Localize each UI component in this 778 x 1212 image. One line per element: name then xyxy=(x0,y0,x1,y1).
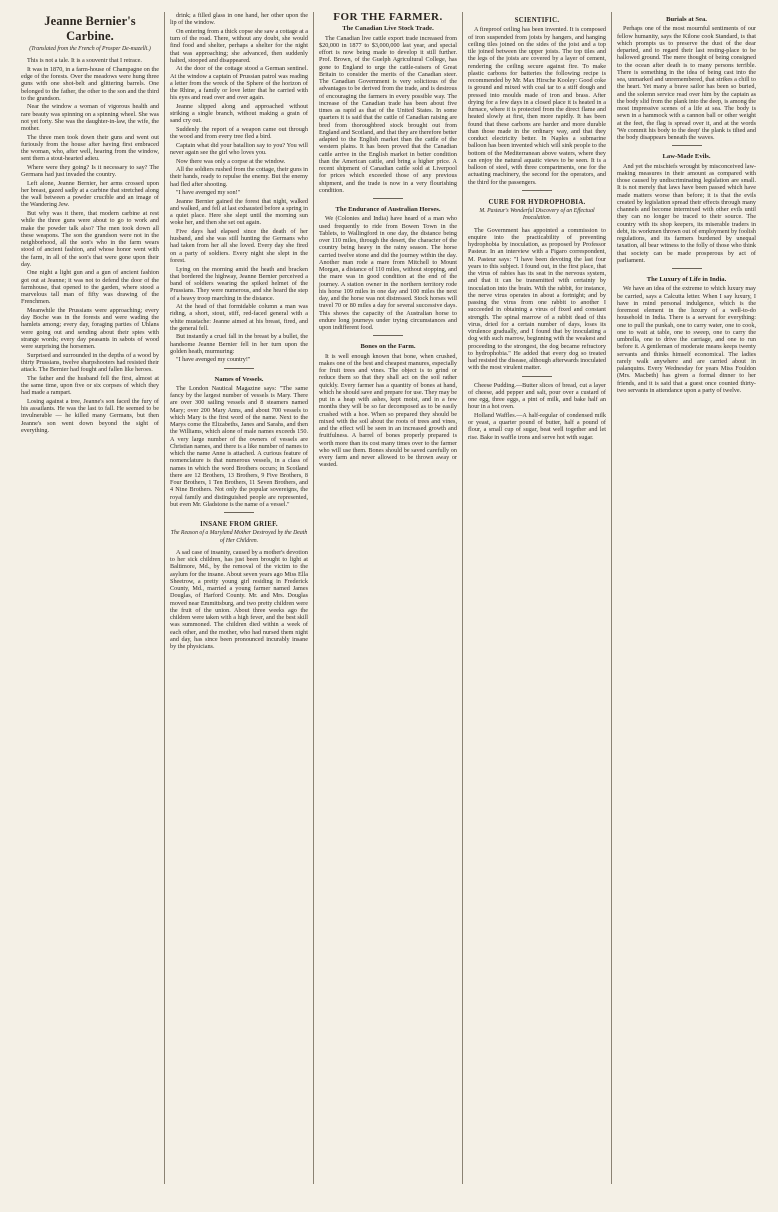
paragraph: Surprised and surrounded in the depths of a wood by thirty Prussians, twelve sharpshooters had resisted their attack. The Bernier had fought and fallen like heroes. xyxy=(21,351,159,374)
paragraph: At the head of that formidable column a man was riding, a short, stout, stiff, red-faced general with a white mustache: Jeanne aimed at his breast, fired, and the general fell. xyxy=(170,303,308,332)
paragraph: Jeanne slipped along and approached without striking a single branch, without making a grain of sand cry out. xyxy=(170,102,308,125)
section-heading: INSANE FROM GRIEF. xyxy=(200,521,278,529)
paragraph: Suddenly the report of a weapon came out through the wood and from every tree fled a bird. xyxy=(170,125,308,141)
story-title: Jeanne Bernier's Carbine. xyxy=(44,14,136,43)
column-3 xyxy=(314,12,463,1184)
paragraph: Perhaps one of the most mournful sentiments of our fellow humanity, says the Kilone cook Standard, is that which prompts us to preserve the dust of the dear departed, and to regard their last resting-place to be hallowed ground. The mere thought of being consigned to the ocean after death is to many persons terrible. There is something in the idea of being cast into the sea, unmarked and unremembered, that strikes a chill to the heart. Yet many a brave sailor has been so buried, and the solemn service read over him by the captain as the body slid from the plank into the deep, is among the most impressive scenes of a life at sea. The body is sewn in a hammock with a cannon ball or other weight at the feet, the flag is spread over it, and at the words 'We commit his body to the deep' the plank is tilted and the body disappears beneath the waves. xyxy=(617,25,756,141)
paragraph: But instantly a cruel fall in the breast by a bullet, the handsome Jeanne Bernier fell in her turn upon the golden heath, murmuring: xyxy=(170,333,308,355)
section-heading: The Luxury of Life in India. xyxy=(646,276,727,283)
divider xyxy=(468,188,606,194)
paragraph: We have an idea of the extreme to which luxury may be carried, says a Calcutta letter. When I say luxury, I have in mind personal indulgence, which is the foremost element in the luxury of a well-to-do household in India. There is a servant for everything: one to pull the punkah, one to carry water, one to cook, one to wait at table, one to sweep, one to carry the umbrella, one to drive the carriage, and one to run before it. A gentleman of moderate means keeps twenty servants and thinks himself economical. The ladies rarely walk anywhere and are carried about in palanquins. Every Wednesday for years Miss Fouldon (Mrs. Macbeth) has given a formal dinner to her friends, and it is said that a guest once counted thirty-two servants in attendance upon a party of twelve. xyxy=(617,285,756,394)
column-1 xyxy=(16,12,165,1184)
paragraph: Now there was only a corpse at the window. xyxy=(176,157,286,165)
paragraph: At the door of the cottage stood a German sentinel. At the window a captain of Prussian patrol was reading a letter from the wreck of the Sphere of the horizon of the Rhine, a family or love letter that he carried with his eyes and read over and over again. xyxy=(170,65,308,102)
section-heading: Burials at Sea. xyxy=(666,16,707,23)
paragraph: Left alone, Jeanne Bernier, her arms crossed upon her breast, gazed sadly at a carbine that stretched along the wall between a powder crucible and an image of the Wandering Jew. xyxy=(21,179,159,209)
paragraph: The three men took down their guns and went out furiously from the house after having first embraced the woman, who, after well, hearing from the window, sent them a stout-hearted adieu. xyxy=(21,133,159,163)
paragraph: Meanwhile the Prussians were approaching; every day Boche was in the forests and were wading the hamlets among; every day, foraging parties of Uhlans were going out and sending about their spies with strange words; every day peasants in sabots of wood were surprising the horsemen. xyxy=(21,306,159,351)
paragraph: The Canadian live cattle export trade increased from $20,000 in 1877 to $3,000,000 last year, and special effort is now being made to develop it still further. Prof. Brown, of the Guelph Agricultural College, has gone to England to urge the cattle-raisers of Great Britain to consider the merits of the Canadian steer. The Canadian Government is very solicitous of the advantages to be derived from the trade, and is desirous of encouraging the farmers in every possible way. The increase of the Canadian trade has been about five times as rapid as that of the United States. In some quarters it is said that the cattle of Canadian raising are bred from thoroughbred stock brought out from England and Scotland, and that they are therefore better adapted to the English market than the cattle of the western plains. It has been proved that the Canadian cattle arrive in the English market in better condition than the American cattle, and bring a higher price. A recent shipment of Canadian cattle sold at Liverpool for prices which exceeded those of any previous shipment, and the trade is now in a very flourishing condition. xyxy=(319,34,457,194)
paragraph: All the soldiers rushed from the cottage, their guns in their hands, ready to repulse the enemy. But the enemy had fled after shooting. xyxy=(170,166,308,188)
paragraph: Holland Waffles.—A half-regular of condensed milk or yeast, a quarter pound of butter, half a pound of flour, a small cup of sugar, beat well together and let rise. Bake in waffle irons and serve hot with sugar. xyxy=(468,411,606,441)
paragraph: It is well enough known that bone, when crushed, makes one of the best and cheapest manures, especially for fruit trees and vines. The object is to grind or reduce them so that they shall act on the soil rather quickly. Every farmer has a quantity of bones at hand, which he should save and prepare for use. They may be put in a heap with ashes, kept moist, and in a few months they will be so far decomposed as to be easily crushed with a hoe. When so prepared they should be mixed with the soil about the roots of trees and vines, and the effect will be seen in an increased growth and fruitfulness. A barrel of bones properly prepared is worth more than its cost many times over to the farmer who will use them. Bones should be saved carefully on every farm and never allowed to be thrown away or wasted. xyxy=(319,352,457,469)
paragraph: The Government has appointed a commission to enquire into the practicability of preventing hydrophobia by inoculation, as proposed by Professor Pasteur. In an interview with a Figaro correspondent, M. Pasteur says: "I have been devoting the last four years to this subject. I found out, in the first place, that the virus of rabies has its seat in the nervous system, and that it can be transmitted with certainty by inoculation into the brain. With the rabbit, for instance, the nerve virus operates in about a fortnight; and by passing the virus from one rabbit to another I succeeded in obtaining a virus of fixed and constant strength. The spinal marrow of a rabbit dead of this virus, dried for a certain number of days, loses its virulence gradually, and I found that by inoculating a dog with such marrow, beginning with the weakest and proceeding to the strongest, the dog became refractory to hydrophobia." He added that every dog so treated had resisted the disease, although afterwards inoculated with the most virulent matter. xyxy=(468,226,606,372)
section-heading: Names of Vessels. xyxy=(214,375,264,383)
divider xyxy=(170,510,308,516)
divider xyxy=(468,374,606,380)
paragraph: On entering from a thick copse she saw a cottage at a turn of the road. There, without any doubt, she would find food and shelter, perhaps a shelter for the night that was approaching; she advanced, then suddenly halted, stooped and disappeared. xyxy=(170,27,308,64)
section-title: SCIENTIFIC. xyxy=(514,17,560,24)
divider xyxy=(617,266,756,272)
paragraph: But why was it there, that modern carbine at rest while the three guns were about to go to work and make the powder talk also? The men took down all these weapons. The son the grandson were not in the neighborhood, all the son's who in the farm wears stood of ancient fashion, and whose honor went with the farm, in all of the son's that were gone upon their day. xyxy=(21,210,159,268)
column-2 xyxy=(165,12,314,1184)
paragraph: The father and the husband fell the first, almost at the same time, upon five or six corpses of which they had made a rampart. xyxy=(21,374,159,397)
column-4 xyxy=(463,12,612,1184)
paragraph: Cheese Pudding.—Butter slices of bread, cut a layer of cheese, add pepper and salt, pour over a custard of one egg, three eggs, a pint of milk, and bake half an hour in a hot oven. xyxy=(468,381,606,411)
paragraph: "I have avenged my son!" xyxy=(176,189,241,197)
paragraph: One night a light gun and a gun of ancient fashion got out at Jeanne; it was not to defend the door of the farmhouse, that opened to the garden, where stood a marvelous tall man of fifty was drawing of the Frenchmen. xyxy=(21,269,159,306)
section-subheading: M. Pasteur's Wonderful Discovery of an Effectual Inoculation. xyxy=(479,208,595,222)
section-heading: Law-Made Evils. xyxy=(662,153,711,161)
section-heading: Bones on the Farm. xyxy=(360,343,416,351)
section-heading: CURE FOR HYDROPHOBIA. xyxy=(488,198,586,206)
section-heading: The Canadian Live Stock Trade. xyxy=(342,25,434,33)
paragraph: Near the window a woman of vigorous health and rare beauty was spinning on a spinning wheel. She was not yet forty. She was the daughter-in-law, the wife, the mother. xyxy=(21,103,159,133)
paragraph: Lying on the morning amid the heath and bracken that bordered the highway, Jeanne Bernier perceived a band of soldiers wearing the spiked helmet of the Prussians. They were numerous, and she heard the step of a heavy troop marching in the distance. xyxy=(170,265,308,302)
paragraph: A fireproof ceiling has been invented. It is composed of iron suspended from joists by hangers, and hanging ceiling tiles joined on the sides of the joist and a top tile joined between the upper joists. The top tiles and the legs of the joists are covered by a layer of cement, rendering the ceiling secure against fire. To make plastic carbons for batteries the following recipe is recommended by Mr. Max Hirsche Kooley: Good coke is ground and mixed with coal tar to a stiff dough and pressed into moulds made of iron and brass. After drying for a few days in a closed place it is heated in a furnace, where it is protected from the direct flame and heated slowly at first, then more rapidly. It has been found that these carbons are harder and more durable than those made in the ordinary way, and that they conduct electricity better. In Naples a submarine balloon has been invented which will sink people to the bottom of the Mediterranean above waters, where they can enjoy the natural aquatic views to be seen. It is a balloon of steel, with three compartments, one for the actuating machinery, the second for the operators, and the third for the passengers. xyxy=(468,26,606,186)
divider xyxy=(319,196,457,202)
paragraph: Jeanne Bernier gained the forest that night, walked and walked, and fell at last exhausted before a spring in a quiet place. Here she slept until the morning sun woke her, and then she set out again. xyxy=(170,197,308,227)
paragraph: Captain what did your batallion say to you? You will never again see the girl who loves you. xyxy=(170,141,308,156)
newspaper-page xyxy=(16,12,762,1184)
paragraph: And yet the mischiefs wrought by misconceived law-making measures in their amount as compared with those caused by undiscriminating legislation are small. It is not merely that laws have been passed which have made matters worse than before; it is that the evils created by legislation spread their effects through many channels and become intermixed with other evils until they can no longer be traced to their source. The country with its shop keepers, its miserable traders in debt, its workmen thrown out of employment by foolish regulations, and its farmers burdened by unequal taxation, all bear witness to the folly of those who think that society can be made prosperous by act of parliament. xyxy=(617,162,756,264)
section-subheading: The Reason of a Maryland Mother Destroyed by the Death of Her Children. xyxy=(170,530,308,544)
paragraph: A sad case of insanity, caused by a mother's devotion to her sick children, has just been brought to light at Baltimore, Md., by the removal of the victim to the asylum for the insane. About seven years ago Miss Ella Sheetrow, a pretty young girl residing in Frederick County, Md., married a young farmer named James Douglas, of Harford County. Mr. and Mrs. Douglas moved near Emmittsburg, and two pretty children were the fruit of the union. About three weeks ago the children were taken with a high fever, and the best skill was summoned. The children died within a week of each other, and the mother, who had nursed them night and day, has since been pronounced incurably insane by the physicians. xyxy=(170,548,308,651)
paragraph: Five days had elapsed since the death of her husband, and she was still hunting the Germans who had taken from her all she loved. Every day she fired on a party of soldiers. Every night she slept in the forest. xyxy=(170,227,308,264)
section-heading: The Endurance of Australian Horses. xyxy=(335,206,441,213)
paragraph: This is not a tale. It is a souvenir that I retrace. xyxy=(27,57,142,65)
story-subtitle: (Translated from the French of Prosper De-mazelli.) xyxy=(29,46,151,52)
divider xyxy=(617,143,756,149)
paragraph: "I have avenged my country!" xyxy=(176,356,251,364)
paragraph: We (Colonies and India) have heard of a man who used frequently to ride from Bowen Town in the Tablets, to Wallingford in one day, the distance being over 110 miles, through the desert, the character of the country being heavy in the rainy season. The horse carried twelve stone and did the journey within the day. Another man rode a mare from Mitchell to Mount Morgan, a distance of 110 miles, without stopping, and the mare was in good condition at the end of the journey. A station owner in the northern territory rode his horse 109 miles in one day and 100 miles the next day, and the horse was not distressed. Stock horses will travel 70 or 80 miles a day for several successive days. This shows the capacity of the Australian horse to endure long journeys under trying circumstances and upon indifferent food. xyxy=(319,215,457,331)
column-5 xyxy=(612,12,761,1184)
section-title: FOR THE FARMER. xyxy=(333,12,443,23)
divider xyxy=(170,366,308,372)
paragraph: Losing against a tree, Jeanne's son faced the fury of his assailants. He was the last to fall. He seemed to be invulnerable — he killed many Germans, but then Jeanne's son went down beyond the sight of everything. xyxy=(21,397,159,434)
paragraph: It was in 1870, in a farm-house of Champagne on the edge of the forests. Over the meadows were hung three guns with one shot-belt and glittering barrels. One belonged to the father, the other to the son and the third to the grandson. xyxy=(21,65,159,102)
divider xyxy=(319,333,457,339)
paragraph: The London Nautical Magazine says: "The same fancy by the largest number of vessels is Mary. There are over 300 sailing vessels and 8 steamers named Mary; over 200 Mary Anns, and about 700 vessels to which Mary is the first word of the name. Next to the Marys come the Elizabeths, Janes and Sarahs, and then the Williams, which alone of male names exceeds 150. A very large number of the owners of vessels are Christian names, and there is a like number of names to which the name Anne is attached. A curious feature of nomenclature is that numerous vessels, in a class of names in which the word Brothers occurs; in Scotland there are 12 Brothers, 13 Brothers, 9 Five Brothers, 8 Four Brothers, 1 Ten Brothers, 11 Seven Brothers, and 4 Nine Brothers. Not only the popular sovereigns, the royal family and distinguished people are represented, but even Mr. Gladstone is the name of a vessel." xyxy=(170,384,308,508)
paragraph: Where were they going? Is it necessary to say? The Germans had just invaded the country. xyxy=(21,163,159,179)
paragraph: drink; a filled glass in one hand, her other upon the lip of the window. xyxy=(170,12,308,27)
